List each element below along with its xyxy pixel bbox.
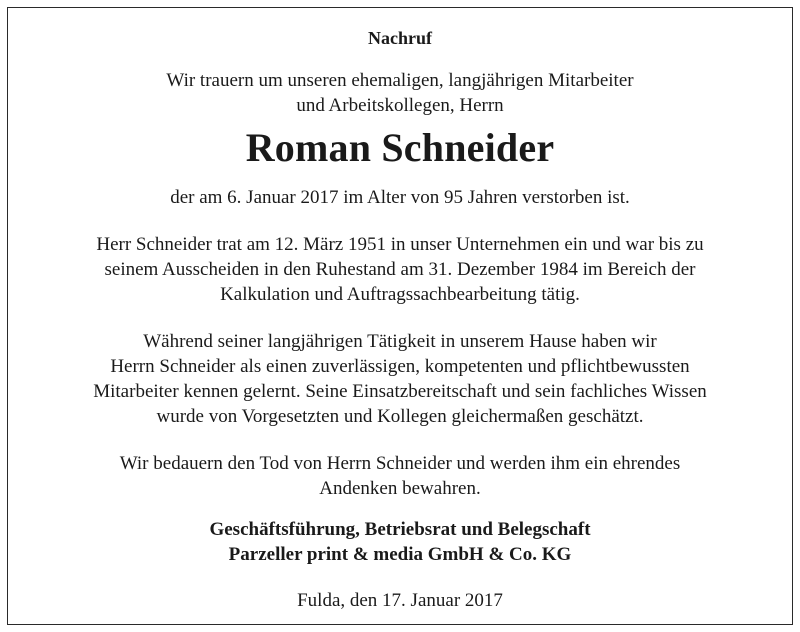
intro-line: und Arbeitskollegen, Herrn (296, 95, 504, 116)
signature-block (0, 517, 800, 567)
place-date-line: Fulda, den 17. Januar 2017 (297, 590, 503, 611)
signature-line: Geschäftsführung, Betriebsrat und Belegschaft (209, 519, 591, 540)
closing-line: Andenken bewahren. (319, 478, 481, 499)
closing-paragraph (0, 451, 800, 501)
tribute-line: Während seiner langjährigen Tätigkeit in unserem Hause haben wir (143, 331, 657, 352)
signature-line: Parzeller print & media GmbH & Co. KG (228, 544, 572, 565)
career-line: seinem Ausscheiden in den Ruhestand am 31. Dezember 1984 im Bereich der (104, 259, 696, 280)
career-line: Kalkulation und Auftragssachbearbeitung tätig. (220, 284, 580, 305)
career-line: Herr Schneider trat am 12. März 1951 in unser Unternehmen ein und war bis zu (96, 234, 704, 255)
tribute-line: Mitarbeiter kennen gelernt. Seine Einsatzbereitschaft und sein fachliches Wissen (93, 381, 707, 402)
intro-paragraph (0, 68, 800, 118)
death-line: der am 6. Januar 2017 im Alter von 95 Jahren verstorben ist. (170, 187, 630, 208)
tribute-line: Herrn Schneider als einen zuverlässigen, kompetenten und pflichtbewussten (110, 356, 690, 377)
tribute-paragraph (0, 329, 800, 429)
place-date (0, 588, 800, 613)
notice-heading: Nachruf (368, 28, 432, 48)
tribute-line: wurde von Vorgesetzten und Kollegen gleichermaßen geschätzt. (156, 406, 644, 427)
intro-line: Wir trauern um unseren ehemaligen, langjährigen Mitarbeiter (166, 70, 634, 91)
closing-line: Wir bedauern den Tod von Herrn Schneider und werden ihm ein ehrendes (119, 453, 681, 474)
death-paragraph (0, 185, 800, 210)
deceased-name: Roman Schneider (245, 125, 555, 170)
career-paragraph (0, 232, 800, 307)
